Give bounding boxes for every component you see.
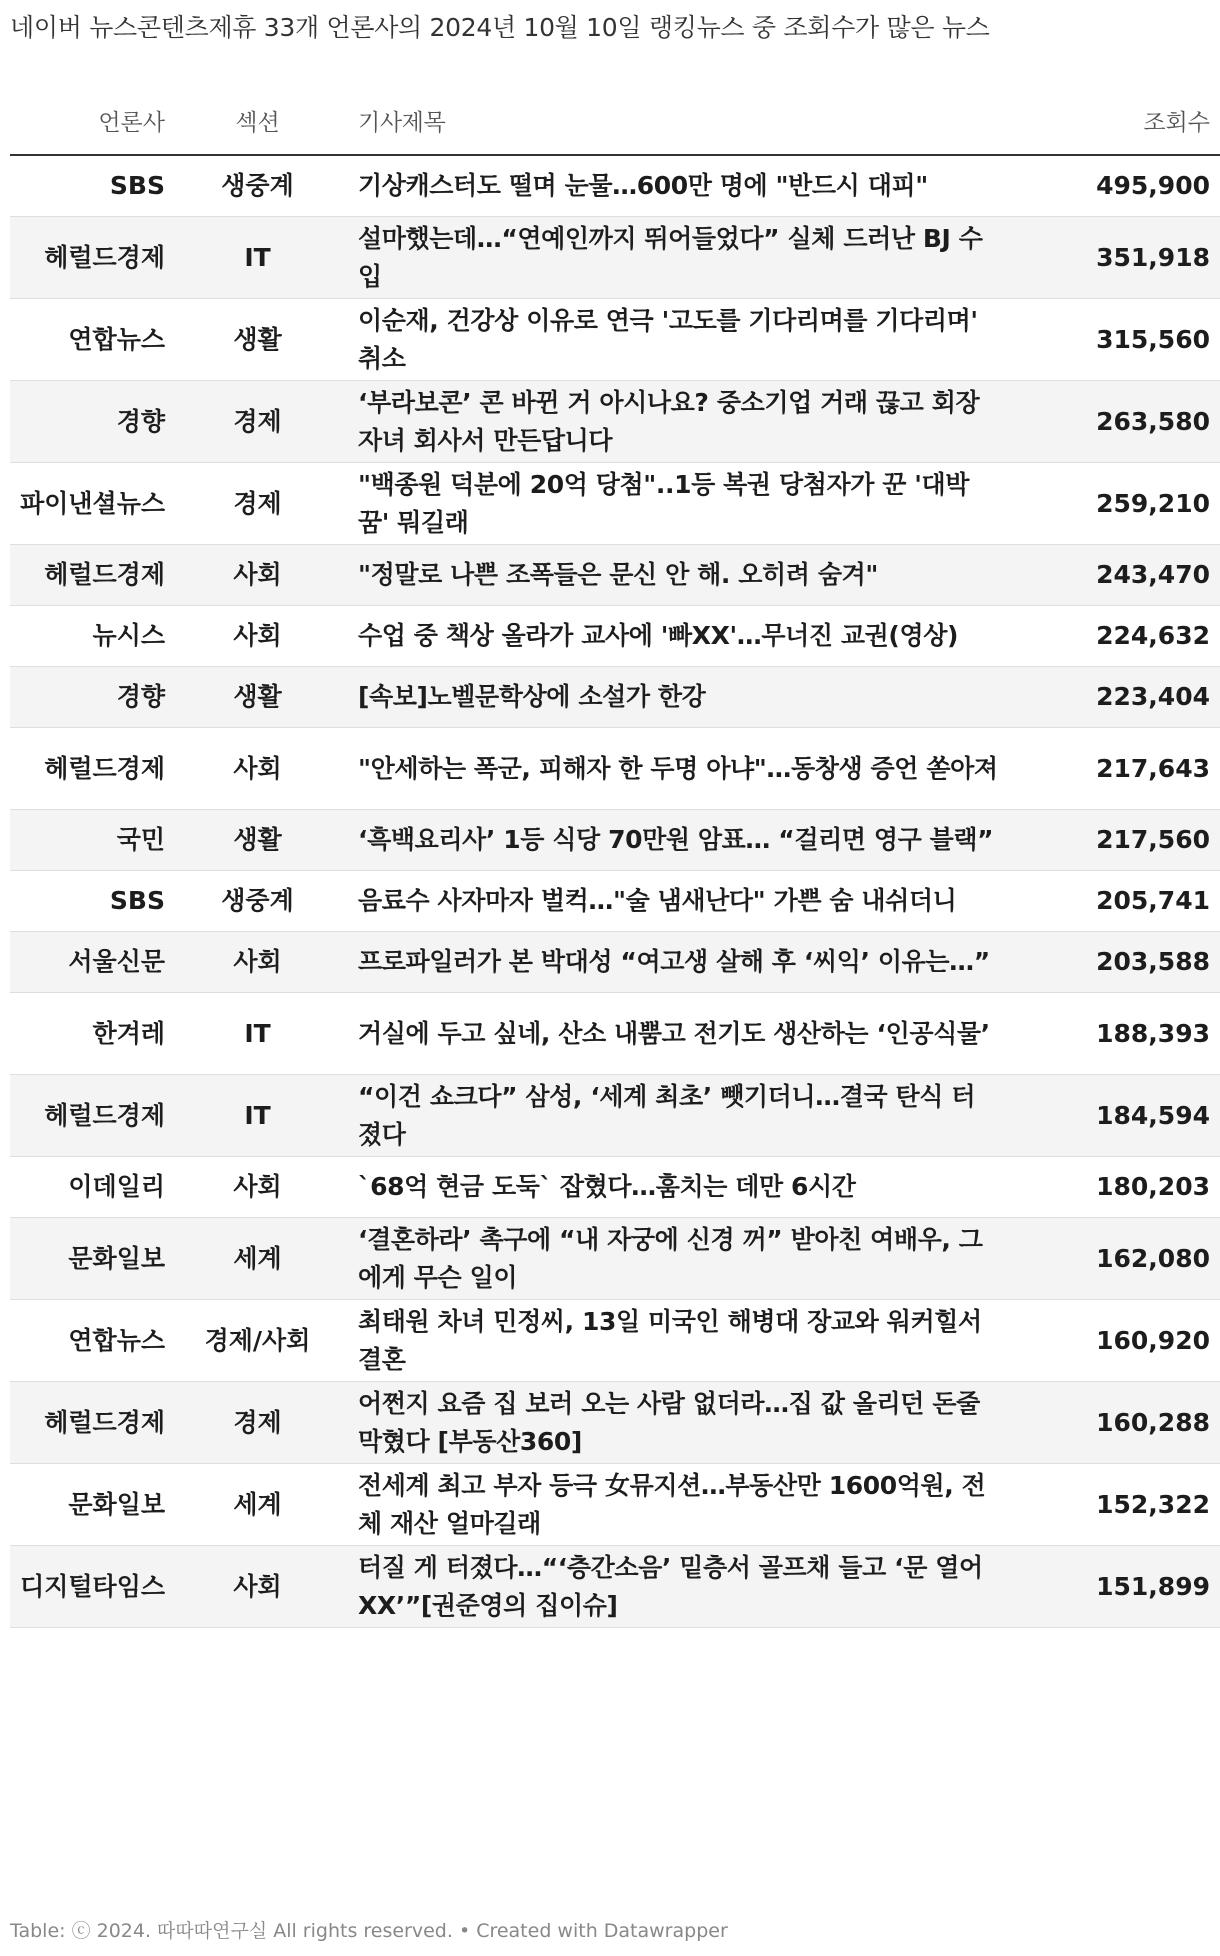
column-header-section: 섹션: [185, 86, 330, 155]
table-row: [10, 871, 1220, 932]
cell-publisher: 파이낸셜뉴스: [10, 463, 165, 545]
cell-publisher: SBS: [10, 871, 165, 932]
table-row: [10, 463, 1220, 545]
cell-headline: `68억 현금 도둑` 잡혔다…훔치는 데만 6시간: [358, 1157, 998, 1218]
cell-views: 160,920: [998, 1300, 1220, 1382]
cell-publisher: 뉴시스: [10, 606, 165, 667]
cell-section: 경제: [185, 463, 330, 545]
ranking-table: [10, 86, 1220, 1628]
cell-headline: 음료수 사자마자 벌컥…"술 냄새난다" 가쁜 숨 내쉬더니: [358, 871, 998, 932]
cell-publisher: 경향: [10, 667, 165, 728]
cell-publisher: 이데일리: [10, 1157, 165, 1218]
cell-headline: ‘흑백요리사’ 1등 식당 70만원 암표… “걸리면 영구 블랙”: [358, 810, 998, 871]
cell-section: IT: [185, 993, 330, 1075]
cell-section: 생활: [185, 667, 330, 728]
table-row: [10, 381, 1220, 463]
cell-publisher: 서울신문: [10, 932, 165, 993]
cell-headline: 설마했는데…“연예인까지 뛰어들었다” 실체 드러난 BJ 수입: [358, 217, 998, 299]
table-title: 네이버 뉴스콘텐츠제휴 33개 언론사의 2024년 10월 10일 랭킹뉴스 중 조회수가 많은 뉴스: [10, 13, 990, 42]
cell-headline: ‘부라보콘’ 콘 바뀐 거 아시나요? 중소기업 거래 끊고 회장 자녀 회사서 만든답니다: [358, 381, 998, 463]
cell-views: 224,632: [998, 606, 1220, 667]
cell-section: 생중계: [185, 155, 330, 217]
cell-views: 184,594: [998, 1075, 1220, 1157]
cell-headline: "안세하는 폭군, 피해자 한 두명 아냐"…동창생 증언 쏟아져: [358, 728, 998, 810]
cell-publisher: 문화일보: [10, 1464, 165, 1546]
column-header-publisher: 언론사: [10, 86, 165, 155]
cell-views: 162,080: [998, 1218, 1220, 1300]
cell-section: 세계: [185, 1218, 330, 1300]
cell-headline: 전세계 최고 부자 등극 女뮤지션…부동산만 1600억원, 전체 재산 얼마길래: [358, 1464, 998, 1546]
cell-views: 180,203: [998, 1157, 1220, 1218]
cell-headline: 프로파일러가 본 박대성 “여고생 살해 후 ‘씨익’ 이유는…”: [358, 932, 998, 993]
table-row: [10, 606, 1220, 667]
cell-publisher: 헤럴드경제: [10, 1382, 165, 1464]
table-row: [10, 810, 1220, 871]
cell-section: IT: [185, 1075, 330, 1157]
column-header-views: 조회수: [998, 86, 1220, 155]
cell-views: 495,900: [998, 155, 1220, 217]
cell-views: 205,741: [998, 871, 1220, 932]
column-header-headline: 기사제목: [358, 86, 998, 155]
cell-views: 351,918: [998, 217, 1220, 299]
cell-publisher: 경향: [10, 381, 165, 463]
cell-views: 259,210: [998, 463, 1220, 545]
cell-headline: 어쩐지 요즘 집 보러 오는 사람 없더라…집 값 올리던 돈줄 막혔다 [부동산360]: [358, 1382, 998, 1464]
cell-views: 223,404: [998, 667, 1220, 728]
cell-publisher: SBS: [10, 155, 165, 217]
cell-section: 사회: [185, 606, 330, 667]
table-row: [10, 1157, 1220, 1218]
cell-publisher: 헤럴드경제: [10, 545, 165, 606]
table-row: [10, 667, 1220, 728]
cell-publisher: 디지털타임스: [10, 1546, 165, 1628]
table-row: [10, 1218, 1220, 1300]
cell-section: 사회: [185, 728, 330, 810]
cell-publisher: 헤럴드경제: [10, 217, 165, 299]
cell-headline: [속보]노벨문학상에 소설가 한강: [358, 667, 998, 728]
cell-headline: 터질 게 터졌다…“‘층간소음’ 밑층서 골프채 들고 ‘문 열어XX’”[권준영의 집이슈]: [358, 1546, 998, 1628]
cell-publisher: 헤럴드경제: [10, 728, 165, 810]
cell-views: 263,580: [998, 381, 1220, 463]
cell-section: IT: [185, 217, 330, 299]
cell-section: 경제: [185, 381, 330, 463]
table-row: [10, 1546, 1220, 1628]
table-row: [10, 155, 1220, 217]
table-row: [10, 1382, 1220, 1464]
cell-publisher: 국민: [10, 810, 165, 871]
table-header-row: [10, 86, 1220, 155]
cell-headline: "정말로 나쁜 조폭들은 문신 안 해. 오히려 숨겨": [358, 545, 998, 606]
table-row: [10, 217, 1220, 299]
cell-publisher: 한겨레: [10, 993, 165, 1075]
cell-views: 217,643: [998, 728, 1220, 810]
cell-section: 생활: [185, 810, 330, 871]
cell-headline: 거실에 두고 싶네, 산소 내뿜고 전기도 생산하는 ‘인공식물’: [358, 993, 998, 1075]
cell-headline: 기상캐스터도 떨며 눈물…600만 명에 "반드시 대피": [358, 155, 998, 217]
cell-section: 생활: [185, 299, 330, 381]
table-row: [10, 1464, 1220, 1546]
cell-views: 152,322: [998, 1464, 1220, 1546]
table-row: [10, 299, 1220, 381]
cell-views: 243,470: [998, 545, 1220, 606]
cell-headline: 최태원 차녀 민정씨, 13일 미국인 해병대 장교와 워커힐서 결혼: [358, 1300, 998, 1382]
cell-headline: 수업 중 책상 올라가 교사에 '빠XX'…무너진 교권(영상): [358, 606, 998, 667]
cell-views: 217,560: [998, 810, 1220, 871]
table-body: [10, 155, 1220, 1628]
cell-publisher: 연합뉴스: [10, 1300, 165, 1382]
cell-views: 160,288: [998, 1382, 1220, 1464]
table-footer-credit: Table: ⓒ 2024. 따따따연구실 All rights reserved. • Created with Datawrapper: [10, 1920, 728, 1942]
cell-views: 315,560: [998, 299, 1220, 381]
cell-views: 151,899: [998, 1546, 1220, 1628]
table-row: [10, 1300, 1220, 1382]
cell-publisher: 헤럴드경제: [10, 1075, 165, 1157]
cell-section: 사회: [185, 1546, 330, 1628]
table-row: [10, 545, 1220, 606]
cell-section: 생중계: [185, 871, 330, 932]
cell-section: 사회: [185, 1157, 330, 1218]
cell-headline: “이건 쇼크다” 삼성, ‘세계 최초’ 뺏기더니…결국 탄식 터졌다: [358, 1075, 998, 1157]
cell-publisher: 문화일보: [10, 1218, 165, 1300]
cell-headline: ‘결혼하라’ 촉구에 “내 자궁에 신경 꺼” 받아친 여배우, 그에게 무슨 일이: [358, 1218, 998, 1300]
cell-section: 사회: [185, 545, 330, 606]
cell-section: 세계: [185, 1464, 330, 1546]
cell-views: 188,393: [998, 993, 1220, 1075]
cell-headline: "백종원 덕분에 20억 당첨"..1등 복권 당첨자가 꾼 '대박 꿈' 뭐길래: [358, 463, 998, 545]
table-row: [10, 728, 1220, 810]
cell-section: 사회: [185, 932, 330, 993]
table-row: [10, 993, 1220, 1075]
cell-section: 경제: [185, 1382, 330, 1464]
cell-section: 경제/사회: [185, 1300, 330, 1382]
cell-views: 203,588: [998, 932, 1220, 993]
cell-publisher: 연합뉴스: [10, 299, 165, 381]
table-row: [10, 1075, 1220, 1157]
table-row: [10, 932, 1220, 993]
cell-headline: 이순재, 건강상 이유로 연극 '고도를 기다리며를 기다리며' 취소: [358, 299, 998, 381]
